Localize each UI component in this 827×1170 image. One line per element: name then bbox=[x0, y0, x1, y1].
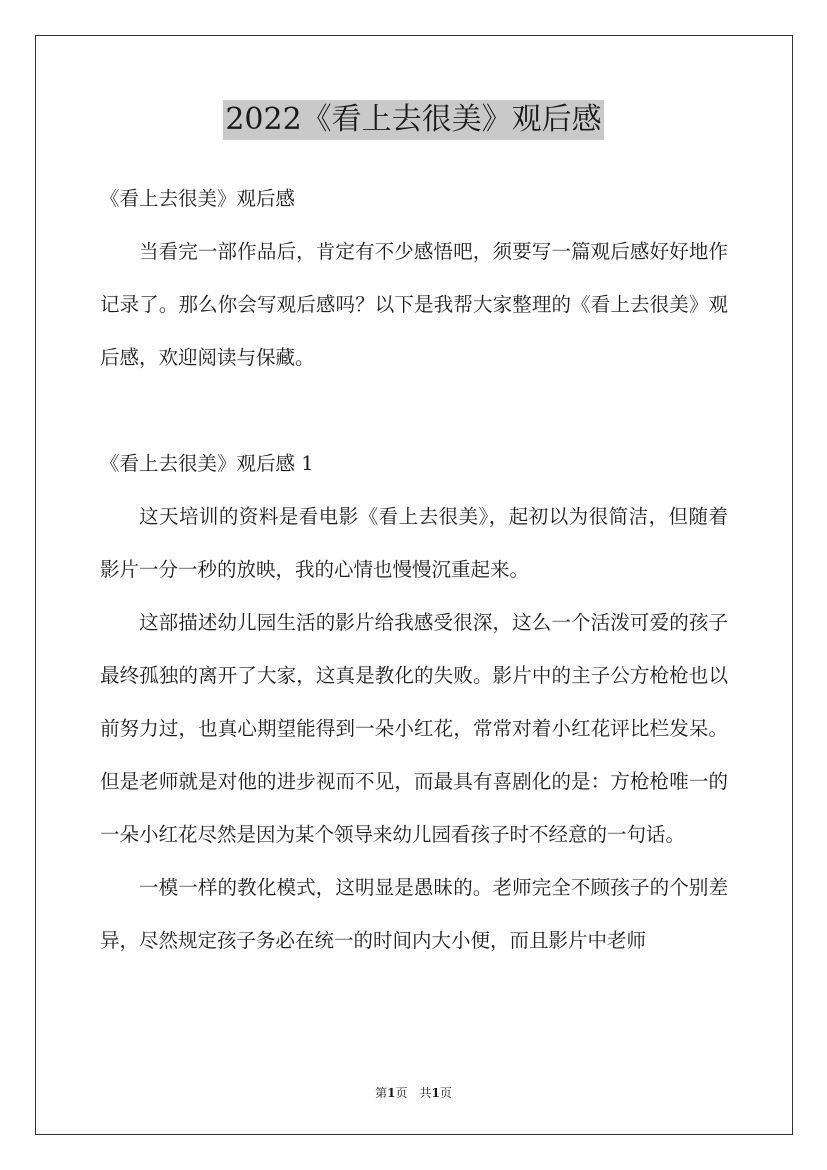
footer-page-number: 1 bbox=[387, 1086, 396, 1100]
document-body bbox=[100, 172, 728, 967]
body-paragraph: 这部描述幼儿园生活的影片给我感受很深，这么一个活泼可爱的孩子最终孤独的离开了大家，这真是教化的失败。影片中的主子公方枪枪也以前努力过，也真心期望能得到一朵小红花，常常对着小红花评比栏发呆。但是老师就是对他的进步视而不见，而最具有喜剧化的是：方枪枪唯一的一朵小红花尽然是因为某个领导来幼儿园看孩子时不经意的一句话。 bbox=[100, 611, 728, 846]
footer-page-total: 1 bbox=[431, 1086, 440, 1100]
body-paragraph: 这天培训的资料是看电影《看上去很美》，起初以为很简洁，但随着影片一分一秒的放映，我的心情也慢慢沉重起来。 bbox=[100, 505, 728, 581]
title-container bbox=[0, 100, 827, 140]
body-paragraph: 一模一样的教化模式，这明显是愚昧的。老师完全不顾孩子的个别差异，尽然规定孩子务必在统一的时间内大小便，而且影片中老师 bbox=[100, 876, 728, 952]
intro-paragraph: 当看完一部作品后，肯定有不少感悟吧，须要写一篇观后感好好地作记录了。那么你会写观后感吗？以下是我帮大家整理的《看上去很美》观后感，欢迎阅读与保藏。 bbox=[100, 240, 728, 369]
footer-suffix: 页 bbox=[439, 1086, 452, 1100]
subtitle: 《看上去很美》观后感 bbox=[100, 187, 296, 210]
section-heading: 《看上去很美》观后感 1 bbox=[100, 452, 314, 475]
footer-mid: 页 共 bbox=[395, 1086, 432, 1100]
page-footer bbox=[0, 1085, 827, 1101]
spacer bbox=[100, 384, 728, 437]
document-title: 2022《看上去很美》观后感 bbox=[223, 100, 603, 140]
footer-prefix: 第 bbox=[375, 1086, 388, 1100]
